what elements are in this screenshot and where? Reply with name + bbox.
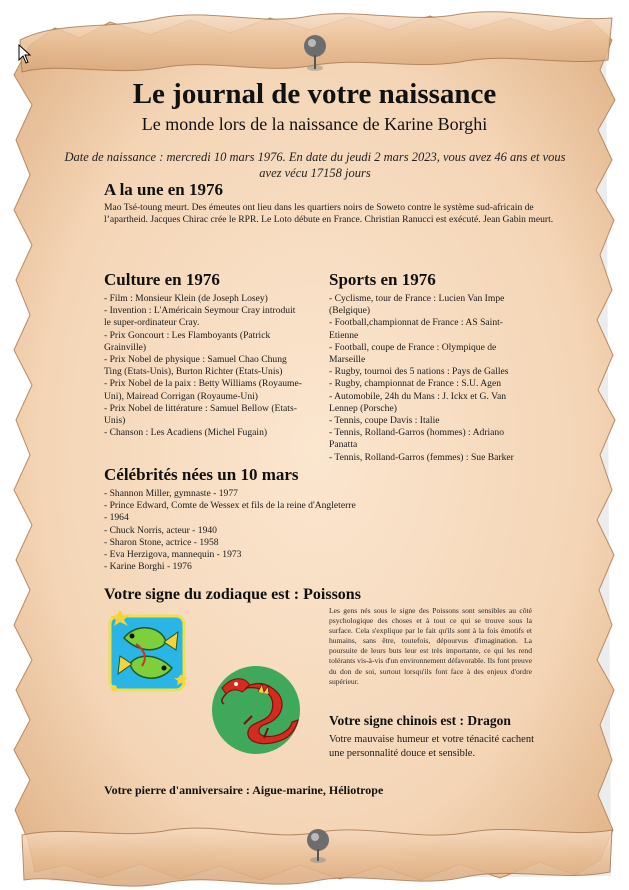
list-item: - Prince Edward, Comte de Wessex et fils de la reine d'Angleterre	[104, 500, 356, 512]
list-item: - Chanson : Les Acadiens (Michel Fugain)	[104, 427, 268, 439]
list-item: - 1964	[104, 512, 129, 524]
list-item: - Football,championnat de France : AS Saint-Etienne	[329, 317, 503, 341]
list-item: - Chuck Norris, acteur - 1940	[104, 524, 217, 536]
list-item: - Prix Nobel de littérature : Samuel Bellow (Etats-Unis)	[104, 402, 297, 427]
pisces-fish-icon	[106, 608, 192, 698]
chinese-sign-section	[329, 713, 534, 761]
chinese-heading: Votre signe chinois est : Dragon	[329, 713, 511, 728]
list-item: - Tennis, Rolland-Garros (hommes) : Adriano Panatta	[329, 427, 505, 451]
mouse-cursor-icon	[18, 44, 32, 64]
list-item: - Prix Goncourt : Les Flamboyants (Patrick Grainville)	[104, 329, 271, 353]
list-item: - Eva Herzigova, mannequin - 1973	[104, 549, 242, 561]
list-item: - Tennis, coupe Davis : Italie	[329, 415, 440, 427]
list-item: - Automobile, 24h du Mans : J. Ickx et G. Van Lennep (Porsche)	[329, 390, 507, 414]
list-item: - Football, coupe de France : Olympique de Marseille	[329, 341, 497, 366]
list-item: - Karine Borghi - 1976	[104, 561, 192, 573]
list-item: - Invention : L'Américain Seymour Cray introduit le super-ordinateur Cray.	[104, 305, 296, 329]
culture-section	[104, 270, 304, 439]
chinese-description: Votre mauvaise humeur et votre ténacité cachent une personnalité douce et sensible.	[329, 734, 534, 759]
une-heading: A la une en 1976	[104, 180, 224, 199]
list-item: - Tennis, Rolland-Garros (femmes) : Sue Barker	[329, 451, 514, 463]
birthstone-line: Votre pierre d'anniversaire : Aigue-marine, Héliotrope	[104, 783, 384, 797]
culture-list	[104, 293, 304, 439]
page-title: Le journal de votre naissance	[132, 78, 497, 110]
une-section	[104, 180, 574, 226]
sports-heading: Sports en 1976	[329, 270, 436, 289]
list-item: - Rugby, championnat de France : S.U. Agen	[329, 378, 502, 390]
list-item: - Cyclisme, tour de France : Lucien Van Impe (Belgique)	[329, 293, 505, 317]
celebrities-list	[104, 488, 424, 573]
dragon-icon	[206, 658, 310, 762]
list-item: - Film : Monsieur Klein (de Joseph Losey)	[104, 293, 268, 304]
zodiac-description: Les gens nés sous le signe des Poissons sont sensibles au côté psychologique des choses et à tout ce qui se trouve sous la surface. Cela s'explique par le fait qu'ils sont à la fois émotifs et humains, sans être, toutefois, dépourvus d'imagination. La poursuite de leurs buts leur est très importante, ce qui les rend tolérants vis-à-vis d'un environnement défavorable. Ils font preuve du don de soi, surtout lorsqu'ils font face à des enjeux d'ordre supérieur.	[329, 606, 532, 686]
list-item: - Shannon Miller, gymnaste - 1977	[104, 488, 238, 499]
celebrities-section	[104, 465, 424, 573]
list-item: - Rugby, tournoi des 5 nations : Pays de Galles	[329, 366, 509, 378]
birth-date-line: Date de naissance : mercredi 10 mars 1976. En date du jeudi 2 mars 2023, vous avez 46 ans et vous avez vécu 17158 jours	[64, 150, 566, 180]
culture-heading: Culture en 1976	[104, 270, 220, 289]
list-item: - Prix Nobel de la paix : Betty Williams (Royaume-Uni), Mairead Corrigan (Royaume-Uni)	[104, 378, 302, 402]
celebrities-heading: Célébrités nées un 10 mars	[104, 465, 299, 484]
zodiac-heading-text: Votre signe du zodiaque est : Poissons	[104, 586, 361, 603]
page-subtitle: Le monde lors de la naissance de Karine Borghi	[141, 114, 488, 134]
list-item: - Sharon Stone, actrice - 1958	[104, 536, 219, 548]
une-text: Mao Tsé-toung meurt. Des émeutes ont lieu dans les quartiers noirs de Soweto contre le système sud-africain de l’apartheid. Jacques Chirac crée le RPR. Le Loto débute en France. Christian Ranucci est exécuté. Jean Gabin meurt.	[104, 202, 554, 226]
sports-section	[329, 270, 529, 464]
list-item: - Prix Nobel de physique : Samuel Chao Chung Ting (Etats-Unis), Burton Richter (Etats-Unis)	[104, 354, 287, 378]
sports-list	[329, 293, 529, 464]
